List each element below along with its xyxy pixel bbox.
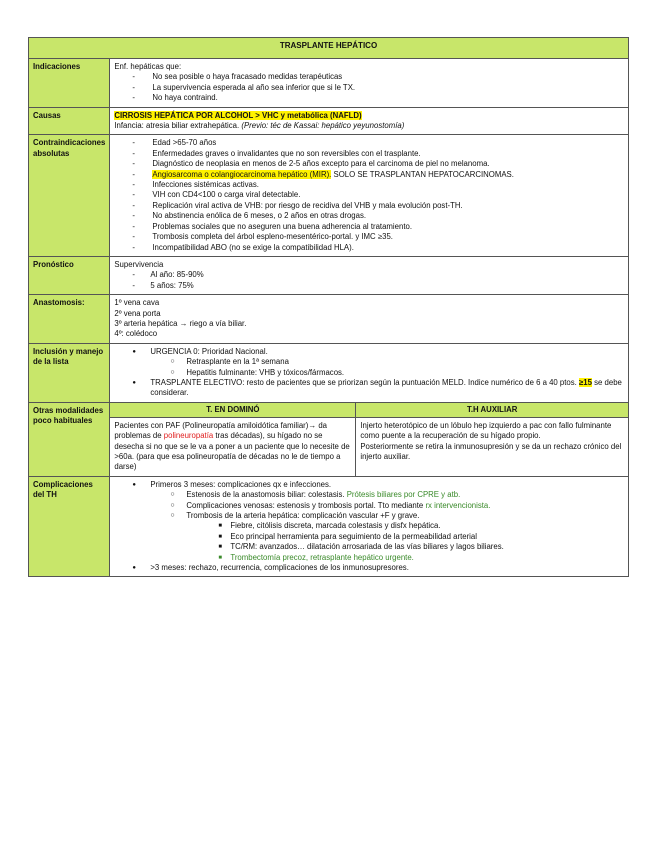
list-item: - Replicación viral activa de VHB: por riesgo de recidiva del VHB y mala evolución post-TH.: [114, 201, 624, 211]
table-title: TRASPLANTE HEPÁTICO: [29, 38, 629, 59]
venosas-green: rx intervencionista.: [425, 500, 491, 510]
list-item: - No abstinencia enólica de 6 meses, o 2 años en otras drogas.: [114, 211, 624, 221]
list-item: ■ TC/RM: avanzados… dilatación arrosariada de las vías biliares y lagos biliares.: [150, 542, 624, 552]
domino-text-end: tras décadas), su hígado no se desecha si no que se le va a poner a un paciente que lo necesite de >60a. (para que esa polineuropatía de décadas no le de tiempo a darse): [114, 431, 350, 472]
pronostico-intro: Supervivencia: [114, 259, 164, 269]
row-label-contraindicaciones: Contraindicaciones absolutas: [29, 135, 110, 256]
trasplante-table: [28, 37, 629, 577]
anastomosis-content: [110, 295, 629, 344]
pronostico-content: [110, 256, 629, 294]
venosas-text: Complicaciones venosas: estenosis y trombosis portal. Tto mediante: [186, 500, 426, 510]
list-item: - Al año: 85-90%: [114, 270, 624, 280]
list-item: - Enfermedades graves o invalidantes que no son reversibles con el trasplante.: [114, 149, 624, 159]
estenosis-green: Prótesis biliares por CPRE y atb.: [346, 490, 461, 500]
anastomosis-line: 2º vena porta: [114, 308, 161, 318]
domino-red-text: polineuropatía: [163, 431, 214, 441]
estenosis-text: Estenosis de la anastomosis biliar: colestasis.: [186, 490, 347, 500]
inclusion-content: [110, 343, 629, 402]
row-label-causas: Causas: [29, 107, 110, 135]
urgencia-text: URGENCIA 0: Prioridad Nacional.: [150, 346, 268, 356]
list-item: - 5 años: 75%: [114, 281, 624, 291]
complicaciones-content: [110, 476, 629, 577]
row-label-pronostico: Pronóstico: [29, 256, 110, 294]
causas-infancia: Infancia: atresia biliar extrahepática.: [114, 121, 240, 131]
list-item: ■ Fiebre, citólisis discreta, marcada colestasis y disfx hepática.: [150, 521, 624, 531]
anastomosis-line: 4º: colédoco: [114, 329, 158, 339]
auxiliar-heading: T.H AUXILIAR: [356, 403, 628, 418]
list-item: ○ Retrasplante en la 1ª semana: [150, 357, 624, 367]
causas-content: [110, 107, 629, 135]
domino-heading: T. EN DOMINÓ: [110, 403, 355, 418]
contra-content: [110, 135, 629, 256]
causas-previo: (Previo: téc de Kassai: hepático yeyunostomía): [241, 121, 405, 131]
list-item: - Infecciones sistémicas activas.: [114, 180, 624, 190]
domino-cell: [110, 402, 356, 476]
auxiliar-text-2: Posteriormente se retira la inmunosupresión y se da un rechazo crónico del injerto auxiliar.: [360, 441, 622, 461]
list-item: [150, 501, 624, 511]
angio-rest: SOLO SE TRASPLANTAN HEPATOCARCINOMAS.: [331, 169, 514, 179]
row-label-anastomosis: Anastomosis:: [29, 295, 110, 344]
domino-body: [110, 418, 355, 476]
domino-text: Pacientes con PAF (Polineuropatía amiloidótica familiar)→ da problemas de: [114, 420, 327, 441]
causas-highlight: CIRROSIS HEPÁTICA POR ALCOHOL > VHC y metabólica (NAFLD): [114, 110, 362, 120]
list-item: - VIH con CD4<100 o carga viral detectable.: [114, 190, 624, 200]
list-item: [114, 347, 624, 378]
list-item: - Trombosis completa del árbol espleno-mesentérico-portal. y IMC ≥35.: [114, 232, 624, 242]
list-item: - Edad >65-70 años: [114, 138, 624, 148]
list-item: - No haya contraind.: [114, 93, 624, 103]
list-item: - Diagnóstico de neoplasia en menos de 2-5 años excepto para el carcinoma de piel no melanoma.: [114, 159, 624, 169]
meld-highlight: ≥15: [579, 377, 592, 387]
indicaciones-intro: Enf. hepáticas que:: [114, 62, 182, 71]
auxiliar-body: [356, 418, 628, 466]
auxiliar-text: Injerto heterotópico de un lóbulo hep izquierdo a pac con fallo fulminante como puente a la recuperación de su hígado propio.: [360, 420, 612, 441]
electivo-end: se debe considerar.: [150, 377, 622, 398]
list-item: ■ Trombectomía precoz, retrasplante hepático urgente.: [150, 553, 624, 563]
row-label-complicaciones: Complicaciones del TH: [29, 476, 110, 577]
row-label-otras: Otras modalidades poco habituales: [29, 402, 110, 476]
trombosis-text: Trombosis de la arteria hepática: complicación vascular +F y grave.: [186, 511, 420, 521]
list-item: [114, 378, 624, 399]
auxiliar-cell: [356, 402, 629, 476]
primeros-meses: Primeros 3 meses: complicaciones qx e infecciones.: [150, 479, 332, 489]
list-item: - No sea posible o haya fracasado medidas terapéuticas: [114, 72, 624, 82]
indicaciones-content: [110, 59, 629, 108]
list-item: - Problemas sociales que no aseguren una buena adherencia al tratamiento.: [114, 222, 624, 232]
list-item: [150, 511, 624, 521]
list-item: ● >3 meses: rechazo, recurrencia, complicaciones de los inmunosupresores.: [114, 563, 624, 573]
list-item: ■ Eco principal herramienta para seguimiento de la permeabilidad arterial: [150, 532, 624, 542]
row-label-indicaciones: Indicaciones: [29, 59, 110, 108]
angio-highlight: Angiosarcoma o colangiocarcinoma hepático (MIR).: [152, 169, 332, 179]
list-item: ○ Hepatitis fulminante: VHB y tóxicos/fármacos.: [150, 368, 624, 378]
anastomosis-line: 1º vena cava: [114, 298, 160, 308]
anastomosis-line: 3º arteria hepática → riego a vía biliar.: [114, 318, 247, 328]
list-item: - Incompatibilidad ABO (no se exige la compatibilidad HLA).: [114, 243, 624, 253]
list-item: [114, 480, 624, 563]
list-item: [150, 490, 624, 500]
electivo-text: TRASPLANTE ELECTIVO: resto de pacientes que se priorizan según la puntuación MELD. Indice numérico de 6 a 40 ptos.: [150, 377, 577, 387]
row-label-inclusion: Inclusión y manejo de la lista: [29, 343, 110, 402]
list-item: - La supervivencia esperada al año sea inferior que si le TX.: [114, 83, 624, 93]
list-item: [114, 170, 624, 180]
